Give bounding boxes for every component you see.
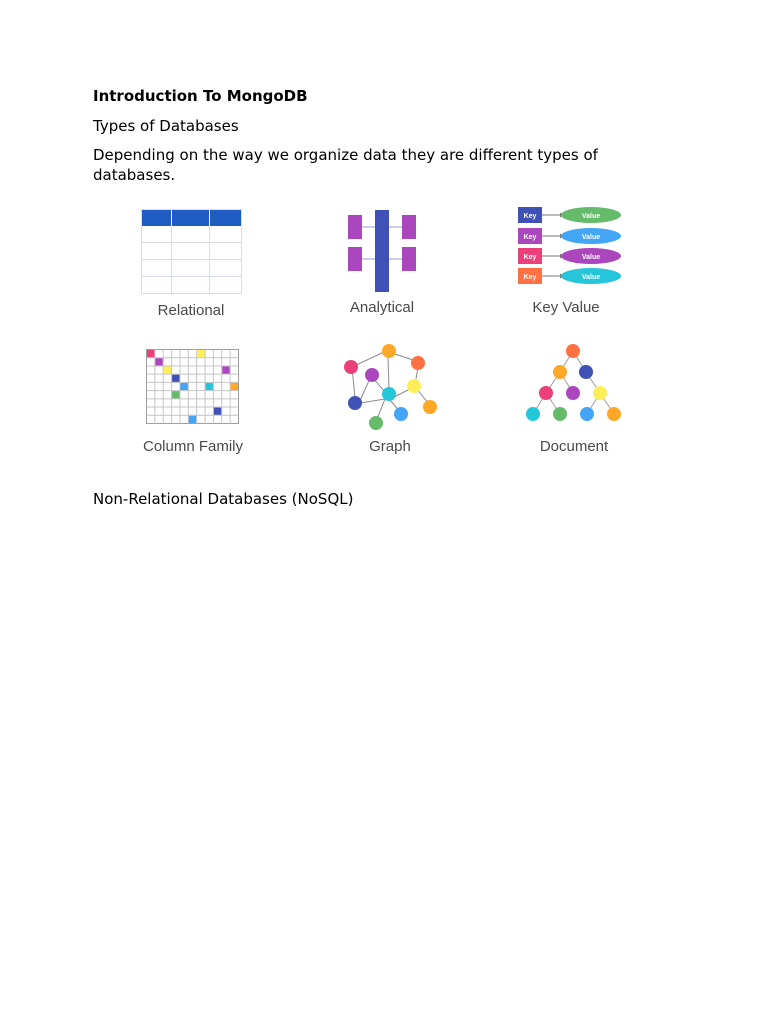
grid-cell	[155, 358, 162, 365]
grid-cell	[172, 391, 179, 398]
section-heading: Non-Relational Databases (NoSQL)	[93, 490, 354, 508]
grid-cell	[197, 350, 204, 357]
key-text: Key	[523, 213, 537, 220]
key-text: Key	[523, 274, 537, 281]
analytical-columns-icon	[346, 208, 418, 294]
key-value-row	[518, 228, 621, 244]
key-text: Key	[523, 234, 537, 241]
column-family-grid-icon	[145, 348, 241, 426]
key-value-row	[518, 207, 621, 223]
key-value-pairs-icon	[516, 205, 626, 289]
key-value-label: Key Value	[532, 299, 600, 316]
value-text: Value	[581, 213, 601, 220]
graph-network-icon	[340, 343, 444, 435]
document-subtitle: Types of Databases	[93, 117, 239, 135]
value-text: Value	[581, 274, 601, 281]
key-text: Key	[523, 254, 537, 261]
grid-cell	[189, 416, 196, 423]
analytical-label: Analytical	[349, 299, 415, 316]
grid-cell	[214, 408, 221, 415]
intro-paragraph: Depending on the way we organize data they are different types of databases.	[93, 146, 598, 184]
grid-cell	[206, 383, 213, 390]
key-value-row	[518, 268, 621, 284]
document-label: Document	[539, 438, 609, 455]
relational-table-icon	[140, 208, 244, 296]
relational-label: Relational	[157, 302, 225, 319]
grid-cell	[147, 350, 154, 357]
column-family-label: Column Family	[142, 438, 244, 455]
grid-cell	[222, 366, 229, 373]
grid-cell	[164, 366, 171, 373]
value-text: Value	[581, 234, 601, 241]
grid-cell	[172, 375, 179, 382]
grid-cell	[180, 383, 187, 390]
graph-label: Graph	[369, 438, 411, 455]
document-title: Introduction To MongoDB	[93, 87, 308, 105]
value-text: Value	[581, 254, 601, 261]
document-tree-icon	[524, 343, 624, 423]
key-value-row	[518, 248, 621, 264]
grid-cell	[231, 383, 238, 390]
